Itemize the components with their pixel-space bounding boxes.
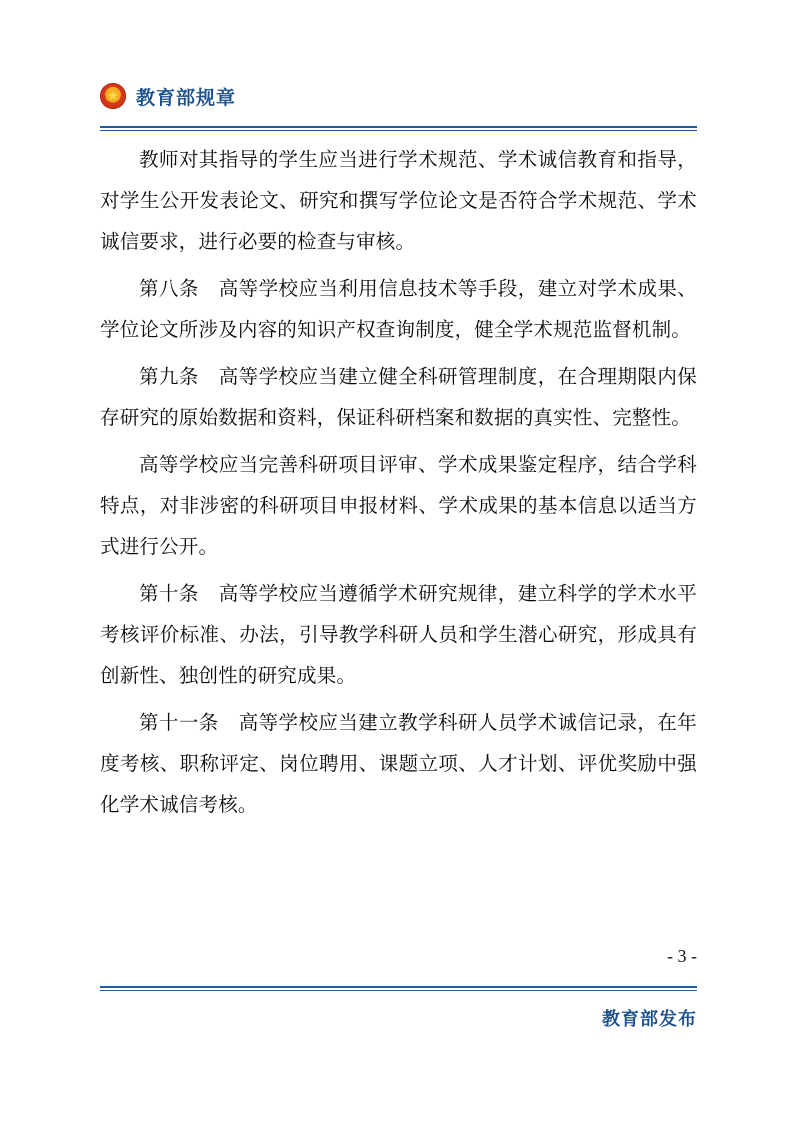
document-header: [100, 80, 697, 112]
paragraph: [100, 574, 697, 697]
header-divider: [100, 126, 697, 128]
paragraph: [100, 140, 697, 263]
paragraph: [100, 703, 697, 826]
header-title: 教育部规章: [136, 86, 237, 109]
document-body: [100, 140, 697, 832]
paragraph-text: 高等学校应当建立健全科研管理制度，在合理期限内保存研究的原始数据和资料，保证科研档案和数据的真实性、完整性。: [100, 367, 697, 429]
paragraph-text: 高等学校应当遵循学术研究规律，建立科学的学术水平考核评价标准、办法，引导教学科研人员和学生潜心研究，形成具有创新性、独创性的研究成果。: [100, 584, 697, 687]
paragraph: [100, 445, 697, 568]
paragraph: [100, 357, 697, 439]
article-label: 第十条: [139, 584, 199, 605]
paragraph-text: 高等学校应当完善科研项目评审、学术成果鉴定程序，结合学科特点，对非涉密的科研项目申报材料、学术成果的基本信息以适当方式进行公开。: [100, 455, 697, 558]
article-label: 第十一条: [139, 713, 219, 734]
footer-publisher: 教育部发布: [602, 1009, 697, 1030]
page-content-area: [100, 0, 697, 1122]
paragraph-text: 高等学校应当利用信息技术等手段，建立对学术成果、学位论文所涉及内容的知识产权查询制度，健全学术规范监督机制。: [100, 279, 697, 341]
paragraph: [100, 269, 697, 351]
header-divider-thin: [100, 130, 697, 131]
footer-divider-thin: [100, 990, 697, 991]
footer-divider: [100, 986, 697, 988]
paragraph-text: 高等学校应当建立教学科研人员学术诚信记录，在年度考核、职称评定、岗位聘用、课题立项、人才计划、评优奖励中强化学术诚信考核。: [100, 713, 697, 816]
article-label: 第九条: [139, 367, 199, 388]
article-label: 第八条: [139, 279, 199, 300]
national-emblem-icon: [100, 83, 126, 109]
page-number: - 3 -: [667, 946, 697, 966]
paragraph-text: 教师对其指导的学生应当进行学术规范、学术诚信教育和指导，对学生公开发表论文、研究和撰写学位论文是否符合学术规范、学术诚信要求，进行必要的检查与审核。: [100, 150, 697, 253]
